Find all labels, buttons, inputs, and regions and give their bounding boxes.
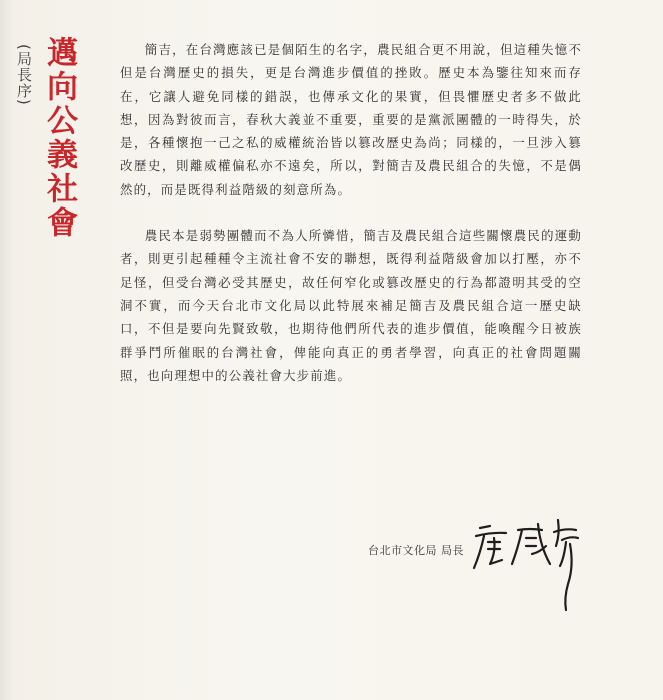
paragraph-1: 簡吉，在台灣應該已是個陌生的名字，農民組合更不用說，但這種失憶不但是台灣歷史的損失，更是台灣進步價值的挫敗。歷史本為鑒往知來而存在，它讓人避免同樣的錯誤，也傳承文化的果實，但畏懼歷史者多不做此想，因為對彼而言，春秋大義並不重要，重要的是黨派團體的一時得失，於是，各種懷抱一己之私的威權統治皆以篡改歷史為尚；同樣的，一旦涉入篡改歷史，則離威權偏私亦不遠矣，所以，對簡吉及農民組合的失憶，不是偶然的，而是既得利益階級的刻意所為。 bbox=[120, 42, 582, 197]
paragraph-2: 農民本是弱勢團體而不為人所憐惜，簡吉及農民組合這些關懷農民的運動者，則更引起種種令主流社會不安的聯想，既得利益階級會加以打壓，亦不足怪，但受台灣必受其歷史，故任何窄化或篡改歷史的行為都證明其受的空洞不實，而今天台北市文化局以此特展來補足簡吉及農民組合這一歷史缺口，不但是要向先賢致敬，也期待他們所代表的進步價值，能喚醒今日被族群爭鬥所催眠的台灣社會，俾能向真正的勇者學習，向真正的社會問題關照，也向理想中的公義社會大步前進。 bbox=[120, 228, 582, 383]
section-subtitle: (局長序) bbox=[15, 44, 33, 106]
page-fold-shadow bbox=[0, 0, 14, 700]
handwritten-signature bbox=[470, 506, 590, 616]
signature-label: 台北市文化局 局長 bbox=[368, 544, 464, 557]
preface-body bbox=[120, 38, 582, 387]
section-title: 邁向公義社會 bbox=[41, 36, 77, 240]
